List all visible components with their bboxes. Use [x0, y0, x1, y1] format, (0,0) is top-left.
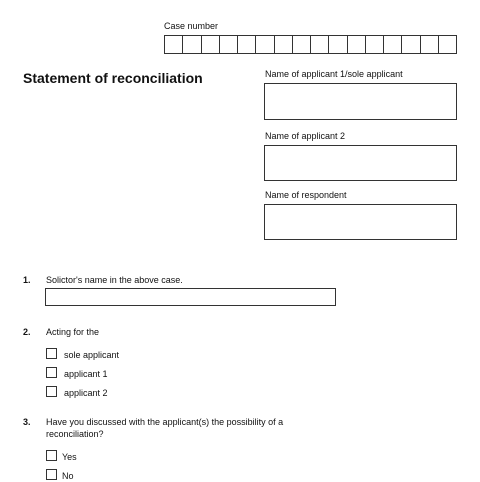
question-1-number: 1.: [23, 275, 31, 285]
question-3-text: Have you discussed with the applicant(s) the possibility of a reconciliation?: [46, 417, 284, 439]
solicitor-name-field[interactable]: [45, 288, 336, 306]
case-number-cell[interactable]: [165, 36, 183, 53]
case-number-cell[interactable]: [402, 36, 420, 53]
sole-applicant-checkbox[interactable]: [46, 348, 57, 359]
case-number-cell[interactable]: [384, 36, 402, 53]
case-number-cell[interactable]: [202, 36, 220, 53]
yes-checkbox[interactable]: [46, 450, 57, 461]
applicant1-field[interactable]: [264, 83, 457, 120]
applicant-1-label: applicant 1: [64, 369, 108, 379]
no-label: No: [62, 471, 74, 481]
applicant-2-checkbox[interactable]: [46, 386, 57, 397]
case-number-cell[interactable]: [311, 36, 329, 53]
case-number-cell[interactable]: [238, 36, 256, 53]
case-number-cell[interactable]: [421, 36, 439, 53]
question-1-text: Solictor's name in the above case.: [46, 275, 183, 285]
case-number-input[interactable]: [164, 35, 457, 54]
case-number-cell[interactable]: [293, 36, 311, 53]
case-number-label: Case number: [164, 21, 219, 31]
case-number-cell[interactable]: [275, 36, 293, 53]
question-2-number: 2.: [23, 327, 31, 337]
case-number-cell[interactable]: [183, 36, 201, 53]
form-title: Statement of reconciliation: [23, 70, 203, 86]
applicant-1-checkbox[interactable]: [46, 367, 57, 378]
respondent-field[interactable]: [264, 204, 457, 240]
case-number-cell[interactable]: [329, 36, 347, 53]
applicant2-field[interactable]: [264, 145, 457, 181]
case-number-cell[interactable]: [439, 36, 456, 53]
sole-applicant-label: sole applicant: [64, 350, 120, 360]
case-number-cell[interactable]: [220, 36, 238, 53]
applicant2-label: Name of applicant 2: [265, 131, 346, 141]
case-number-cell[interactable]: [366, 36, 384, 53]
case-number-cell[interactable]: [348, 36, 366, 53]
case-number-cell[interactable]: [256, 36, 274, 53]
question-3-number: 3.: [23, 417, 31, 427]
no-checkbox[interactable]: [46, 469, 57, 480]
applicant-2-label: applicant 2: [64, 388, 108, 398]
respondent-label: Name of respondent: [265, 190, 347, 200]
yes-label: Yes: [62, 452, 77, 462]
question-2-text: Acting for the: [46, 327, 100, 337]
applicant1-label: Name of applicant 1/sole applicant: [265, 69, 403, 79]
